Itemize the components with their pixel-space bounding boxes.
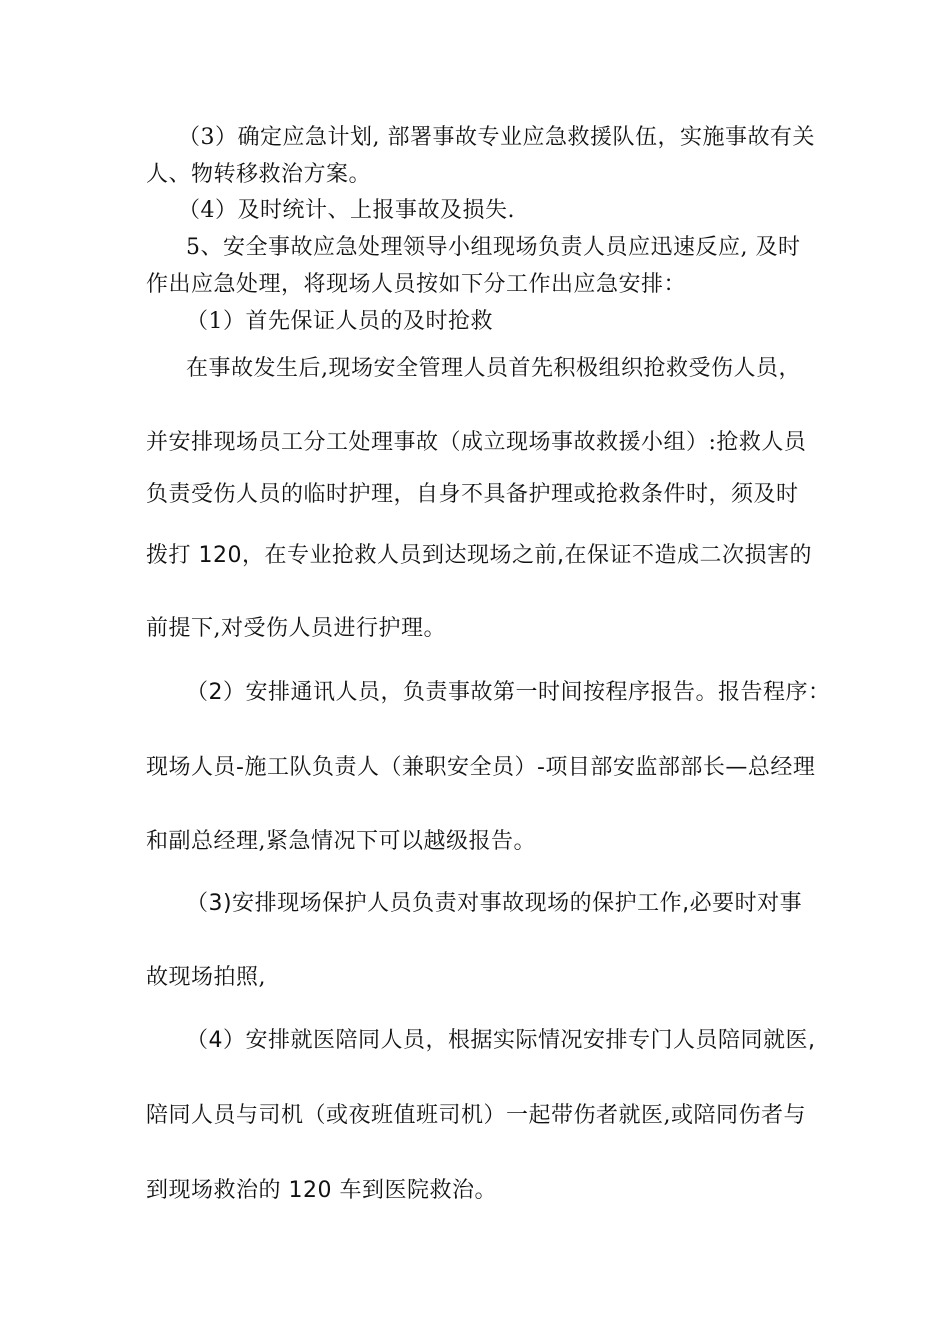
text-line-18: 陪同人员与司机（或夜班值班司机）一起带伤者就医,或陪同伤者与 xyxy=(146,1103,806,1128)
text-line-19: 到现场救治的 120 车到医院救治。 xyxy=(146,1178,497,1203)
text-line-11: 前提下,对受伤人员进行护理。 xyxy=(146,616,446,641)
text-line-5: 作出应急处理，将现场人员按如下分工作出应急安排： xyxy=(146,272,687,297)
text-line-17: （4）安排就医陪同人员，根据实际情况安排专门人员陪同就医, xyxy=(186,1028,816,1053)
text-line-7: 在事故发生后,现场安全管理人员首先积极组织抢救受伤人员， xyxy=(186,356,801,381)
text-line-3: （4）及时统计、上报事故及损失. xyxy=(178,198,515,223)
text-line-10: 拨打 120，在专业抢救人员到达现场之前,在保证不造成二次损害的 xyxy=(146,543,812,568)
text-line-9: 负责受伤人员的临时护理，自身不具备护理或抢救条件时，须及时 xyxy=(146,482,799,507)
text-line-13: 现场人员-施工队负责人（兼职安全员）-项目部安监部部长—总经理 xyxy=(146,755,816,780)
text-line-1: （3）确定应急计划, 部署事故专业应急救援队伍，实施事故有关 xyxy=(178,125,815,150)
text-line-14: 和副总经理,紧急情况下可以越级报告。 xyxy=(146,829,536,854)
text-line-15: （3)安排现场保护人员负责对事故现场的保护工作,必要时对事 xyxy=(186,891,803,916)
text-line-6: （1）首先保证人员的及时抢救 xyxy=(186,309,493,334)
text-line-4: 5、安全事故应急处理领导小组现场负责人员应迅速反应, 及时 xyxy=(186,235,801,260)
text-line-2: 人、物转移救治方案。 xyxy=(146,162,372,187)
text-line-8: 并安排现场员工分工处理事故（成立现场事故救援小组）:抢救人员 xyxy=(146,430,807,455)
text-line-12: （2）安排通讯人员，负责事故第一时间按程序报告。报告程序： xyxy=(186,680,831,705)
text-line-16: 故现场拍照, xyxy=(146,965,266,990)
